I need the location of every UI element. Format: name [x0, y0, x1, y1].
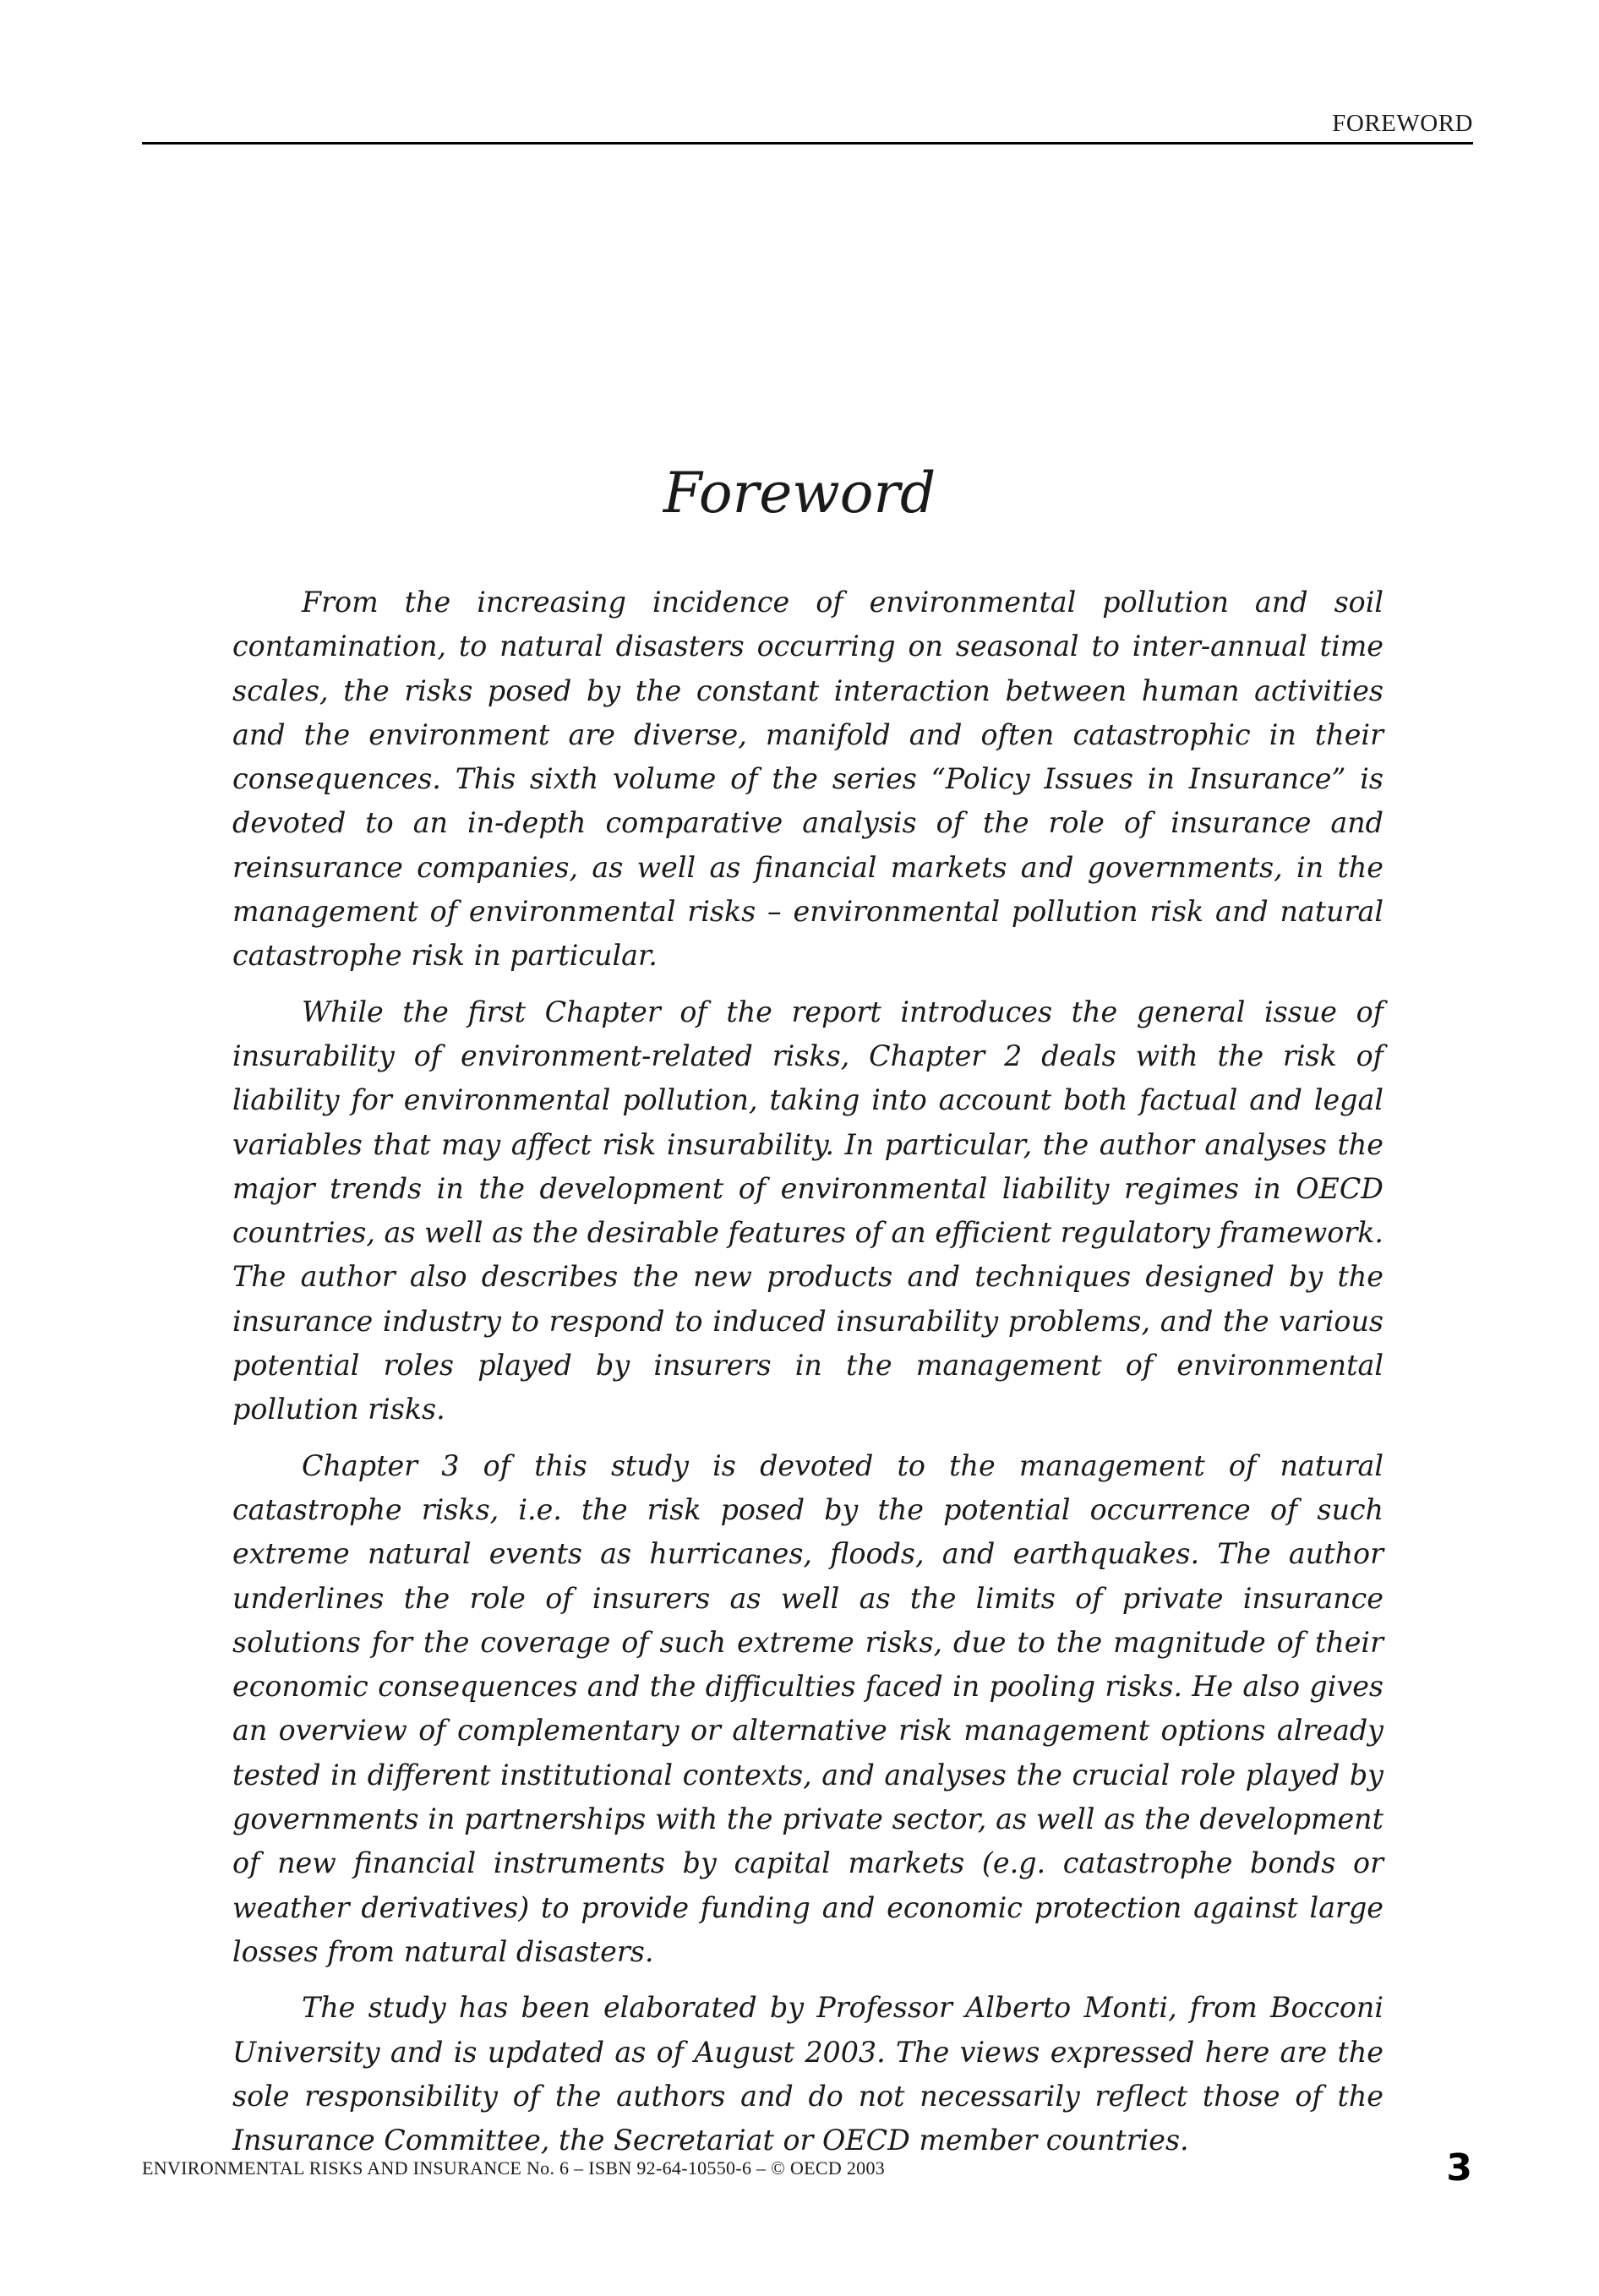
running-header-title: FOREWORD: [1332, 110, 1473, 137]
paragraph-2: While the first Chapter of the report introduces the general issue of insurability of environment-related risks, Chapter 2 deals with the risk of liability for environmental pollution, taking into account both factual and legal variables that may affect risk insurability. In particular, the author analyses the major trends in the development of environmental liability regimes in OECD countries, as well as the desirable features of an efficient regulatory framework. The author also describes the new products and techniques designed by the insurance industry to respond to induced insurability problems, and the various potential roles played by insurers in the management of environmental pollution risks.: [232, 995, 1383, 1426]
page-title: Foreword: [663, 461, 936, 526]
page-number: 3: [1446, 2146, 1472, 2190]
foreword-body: [232, 581, 1383, 2174]
paragraph-4: The study has been elaborated by Professor Alberto Monti, from Bocconi University and is updated as of August 2003. The views expressed here are the sole responsibility of the authors and do not necessarily reflect those of the Insurance Committee, the Secretariat or OECD member countries.: [232, 1991, 1383, 2157]
paragraph-1: From the increasing incidence of environmental pollution and soil contamination, to natural disasters occurring on seasonal to inter-annual time scales, the risks posed by the constant interaction between human activities and the environment are diverse, manifold and often catastrophic in their consequences. This sixth volume of the series “Policy Issues in Insurance” is devoted to an in-depth comparative analysis of the role of insurance and reinsurance companies, as well as financial markets and governments, in the management of environmental risks – environmental pollution risk and natural catastrophe risk in particular.: [232, 586, 1383, 973]
footer-publication-line: ENVIRONMENTAL RISKS AND INSURANCE No. 6 – ISBN 92-64-10550-6 – © OECD 2003: [142, 2157, 886, 2179]
running-header: [142, 108, 1473, 145]
paragraph-3: Chapter 3 of this study is devoted to the management of natural catastrophe risks, i.e. the risk posed by the potential occurrence of such extreme natural events as hurricanes, floods, and earthquakes. The author underlines the role of insurers as well as the limits of private insurance solutions for the coverage of such extreme risks, due to the magnitude of their economic consequences and the difficulties faced in pooling risks. He also gives an overview of complementary or alternative risk management options already tested in different institutional contexts, and analyses the crucial role played by governments in partnerships with the private sector, as well as the development of new financial instruments by capital markets (e.g. catastrophe bonds or weather derivatives) to provide funding and economic protection against large losses from natural disasters.: [232, 1448, 1383, 1968]
